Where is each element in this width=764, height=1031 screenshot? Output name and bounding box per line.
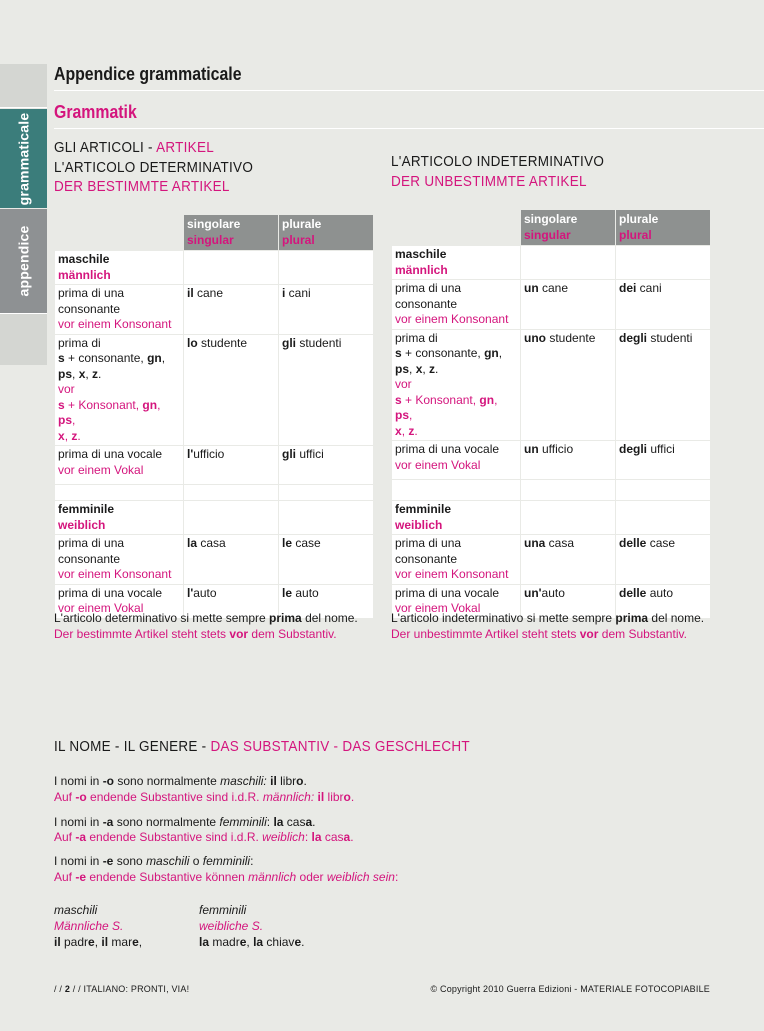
articoli-heading bbox=[54, 139, 214, 157]
indet-note: L'articolo indeterminativo si mette sempre prima del nome. Der unbestimmte Artikel steht stets vor dem Substantiv. bbox=[391, 611, 705, 641]
table-header-row bbox=[55, 215, 373, 250]
table-row: prima di una vocale vor einem Vokal l'ufficio gli uffici bbox=[55, 446, 373, 484]
page-number: 2 bbox=[64, 984, 71, 994]
section-title: Grammatik bbox=[54, 102, 137, 122]
table-row: prima di una consonante vor einem Konsonant un cane dei cani bbox=[392, 280, 710, 329]
det-title-de: DER BESTIMMTE ARTIKEL bbox=[54, 178, 230, 195]
nome-line-1-de: Auf -o endende Substantive sind i.d.R. männlich: il libro. bbox=[54, 790, 355, 804]
col-plurale: plurale plural bbox=[616, 210, 710, 245]
articoli-heading-it: GLI ARTICOLI - bbox=[54, 139, 157, 156]
table-row: maschile männlich bbox=[392, 246, 710, 279]
masc-label: maschile bbox=[58, 252, 110, 266]
indet-table bbox=[391, 209, 711, 619]
femminili-col: femminili weibliche S. la madre, la chiave. bbox=[199, 903, 305, 949]
table-row: prima di una vocale vor einem Vokal l'auto le auto bbox=[55, 585, 373, 618]
col-singolare: singolare singular bbox=[184, 215, 278, 250]
col-singolare: singolare singular bbox=[521, 210, 615, 245]
side-tab-appendice-label: appendice bbox=[15, 225, 32, 297]
side-tab-grammaticale[interactable] bbox=[0, 109, 47, 208]
nome-heading: IL NOME - IL GENERE - DAS SUBSTANTIV - DAS GESCHLECHT bbox=[54, 738, 470, 755]
table-row: prima di una consonante vor einem Konsonant la casa le case bbox=[55, 535, 373, 584]
det-note: L'articolo determinativo si mette sempre prima del nome. Der bestimmte Artikel steht stets vor dem Substantiv. bbox=[54, 611, 358, 641]
fem-label: femminile bbox=[58, 502, 115, 516]
side-tab-top bbox=[0, 64, 47, 108]
side-tab-bottom bbox=[0, 313, 47, 365]
det-table bbox=[54, 214, 374, 619]
side-tab-grammaticale-label: grammaticale bbox=[15, 112, 32, 205]
table-row: prima di una consonante vor einem Konsonant una casa delle case bbox=[392, 535, 710, 584]
table-row: femminile weiblich bbox=[392, 501, 710, 534]
divider-top bbox=[54, 90, 764, 91]
page-title: Appendice grammaticale bbox=[54, 64, 242, 84]
side-tab-appendice[interactable] bbox=[0, 209, 47, 313]
indet-title-de: DER UNBESTIMMTE ARTIKEL bbox=[391, 173, 587, 190]
table-row: prima di una consonante vor einem Konsonant il cane i cani bbox=[55, 285, 373, 334]
articoli-heading-de: ARTIKEL bbox=[156, 139, 215, 156]
det-title: L'ARTICOLO DETERMINATIVO bbox=[54, 159, 254, 176]
nome-line-3-de: Auf -e endende Substantive können männlich oder weiblich sein: bbox=[54, 870, 399, 884]
col-plurale: plurale plural bbox=[279, 215, 373, 250]
divider-section bbox=[54, 128, 764, 129]
indet-title: L'ARTICOLO INDETERMINATIVO bbox=[391, 153, 605, 170]
table-header-row bbox=[392, 210, 710, 245]
table-row: prima di una vocale vor einem Vokal un ufficio degli uffici bbox=[392, 441, 710, 479]
table-row: prima di una vocale vor einem Vokal un'auto delle auto bbox=[392, 585, 710, 618]
table-row: femminile weiblich bbox=[55, 501, 373, 534]
nome-line-1: I nomi in -o sono normalmente maschili: il libro. bbox=[54, 774, 307, 788]
nome-line-3: I nomi in -e sono maschili o femminili: bbox=[54, 854, 254, 868]
table-row: prima di s + consonante, gn, ps, x, z. vor s + Konsonant, gn, ps, x, z. lo studente gli studenti bbox=[55, 335, 373, 446]
table-row: prima di s + consonante, gn, ps, x, z. vor s + Konsonant, gn, ps, x, z. uno studente degli studenti bbox=[392, 330, 710, 441]
table-row: maschile männlich bbox=[55, 251, 373, 284]
footer-left: / / 2 / / ITALIANO: PRONTI, VIA! bbox=[54, 984, 190, 994]
nome-line-2-de: Auf -a endende Substantive sind i.d.R. weiblich: la casa. bbox=[54, 830, 354, 844]
maschili-col: maschili Männliche S. il padre, il mare, bbox=[54, 903, 143, 949]
footer-copyright: © Copyright 2010 Guerra Edizioni - MATERIALE FOTOCOPIABILE bbox=[430, 984, 710, 994]
nome-line-2: I nomi in -a sono normalmente femminili: la casa. bbox=[54, 815, 316, 829]
